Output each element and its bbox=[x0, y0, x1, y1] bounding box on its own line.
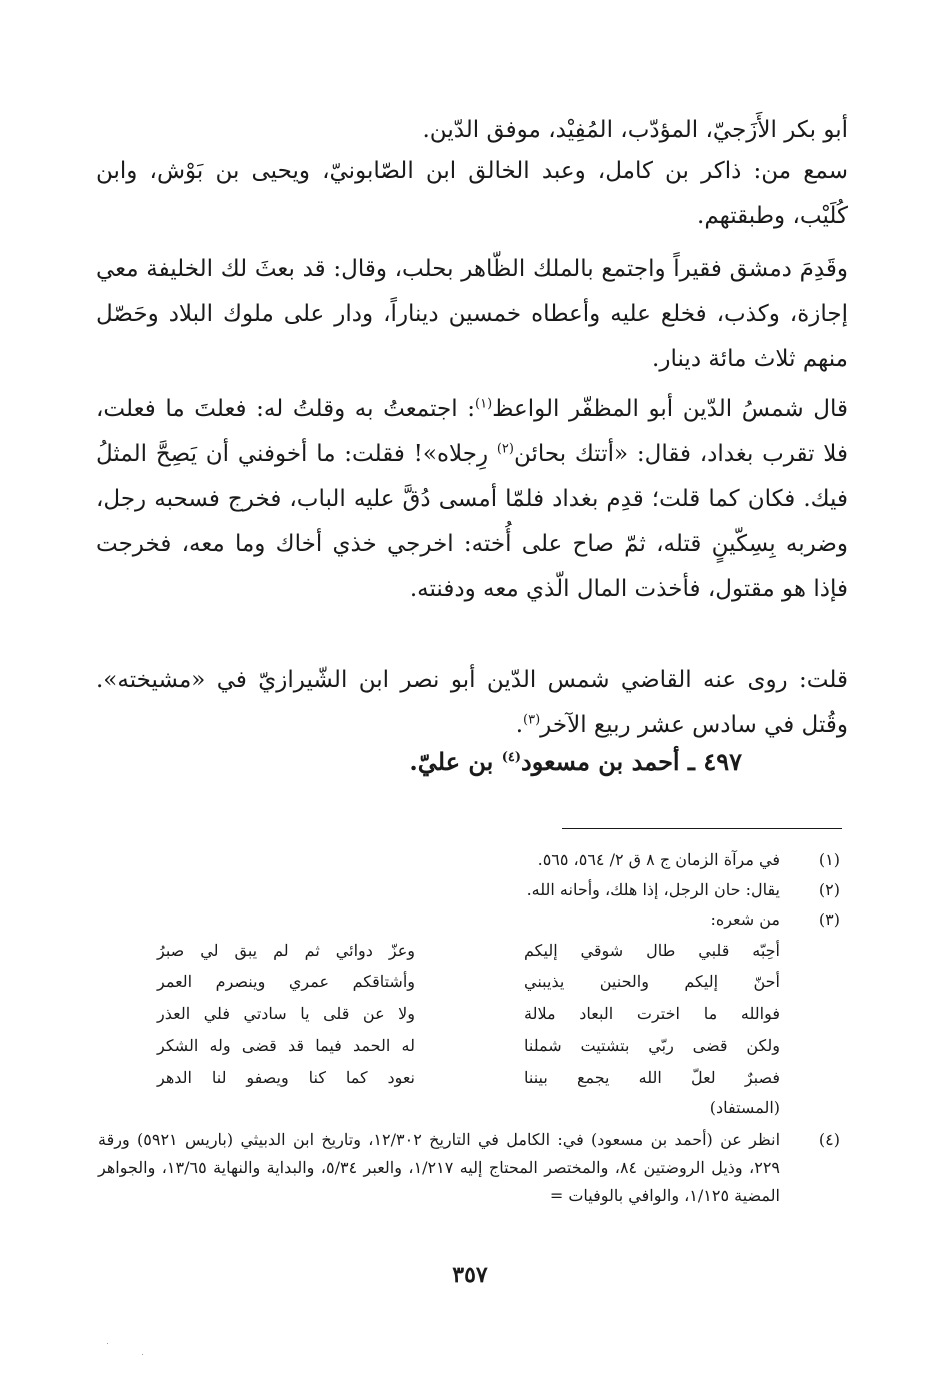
footnote-3-text: من شعره: bbox=[710, 910, 780, 929]
entry-name-part1: أحمد بن مسعود bbox=[521, 747, 680, 776]
paragraph-teachers: سمع من: ذاكر بن كامل، وعبد الخالق ابن الصّابونيّ، ويحيى بن بَوْش، وابن كُلَيْب، وطبقتهم. bbox=[96, 158, 848, 229]
note-text-part1: قلت: روى عنه القاضي شمس الدّين أبو نصر ابن الشّيرازيّ في «مشيخته». وقُتل في سادس عشر ربيع الآخر bbox=[96, 667, 848, 738]
verse-4-first-hemistich: ولكن قضى ربّي بتشتيت شملنا bbox=[524, 1036, 780, 1055]
verse-1-first-hemistich: أحِبّه قلبي طال شوقي إليكم bbox=[524, 941, 780, 960]
anecdote-text-part3: رِجلاه»! فقلت: ما أخوفني أن يَصِحَّ المثلُ فيك. فكان كما قلت؛ قدِم بغداد فلمّا أمسى دُقَّ عليه الباب، فخرج فسحبه رجل، وضربه بِسِكّينٍ قتله، ثمّ صاح على أُخته: اخرجي خذي أخاك وما معه، فخرجت فإذا هو مقتول، فأخذت المال الّذي معه ودفنته. bbox=[96, 441, 848, 602]
paragraph-note bbox=[96, 658, 848, 748]
anecdote-text-part1: قال شمسُ الدّين أبو المظفّر الواعظ bbox=[492, 396, 849, 422]
footnote-ref-4[interactable]: (٤) bbox=[501, 750, 521, 765]
verse-source: (المستفاد) bbox=[709, 1098, 780, 1117]
scan-speck bbox=[107, 1343, 108, 1344]
footnote-separator bbox=[562, 828, 842, 829]
verse-5-second-hemistich: نعود كما كنا ويصفو لنا الدهر bbox=[157, 1068, 415, 1087]
paragraph-damascus: وقَدِمَ دمشق فقيراً واجتمع بالملك الظّاهر بحلب، وقال: قد بعثَ لك الخليفة معي إجازة، وكذب، فخلع عليه وأعطاه خمسين ديناراً، ودار على ملوك البلاد وحَصّل منهم ثلاث مائة دينار. bbox=[96, 256, 848, 372]
verse-2-first-hemistich: أحنّ إليكم والحنين يذيبني bbox=[524, 972, 780, 991]
page-number: ٣٥٧ bbox=[452, 1262, 488, 1288]
note-text-part2: . bbox=[515, 712, 524, 738]
footnote-ref-1[interactable]: (١) bbox=[475, 396, 493, 412]
verse-1-second-hemistich: وعزّ دوائي ثم لم يبق لي صبرُ bbox=[157, 941, 415, 960]
verse-3-first-hemistich: فوالله ما اخترت البعاد ملالة bbox=[524, 1004, 780, 1023]
entry-heading bbox=[409, 742, 742, 782]
footnote-3-number: (٣) bbox=[818, 910, 840, 929]
footnote-4-text: انظر عن (أحمد بن مسعود) في: الكامل في التاريخ ١٢/٣٠٢، وتاريخ ابن الدبيثي (باريس ٥٩٢١) ورقة ٢٢٩، وذيل الروضتين ٨٤، والمختصر المحتاج إليه ١/٢١٧، والعبر ٥/٣٤، والبداية والنهاية ١٣/٦٥، والجواهر المضية ١/١٢٥، والوافي بالوفيات = bbox=[98, 1130, 781, 1205]
footnote-ref-3[interactable]: (٣) bbox=[523, 712, 541, 728]
verse-4-second-hemistich: له الحمد فيما قد قضى وله الشكر bbox=[157, 1036, 415, 1055]
paragraph-name-titles: أبو بكر الأَزَجيّ، المؤدّب، المُفِيْد، موفق الدّين. bbox=[422, 117, 848, 143]
footnote-1-text: في مرآة الزمان ج ٨ ق ٢/ ٥٦٤، ٥٦٥. bbox=[537, 850, 780, 869]
verse-3-second-hemistich: ولا عن قلى يا سادتي فلي العذر bbox=[157, 1004, 415, 1023]
verse-5-first-hemistich: فصبرٌ لعلّ الله يجمع بيننا bbox=[524, 1068, 780, 1087]
footnote-1-number: (١) bbox=[818, 850, 840, 869]
footnote-ref-2[interactable]: (٢) bbox=[496, 441, 514, 457]
entry-number: ٤٩٧ bbox=[703, 747, 742, 776]
verse-2-second-hemistich: وأشتاقكم عمري وينصرم العمر bbox=[157, 972, 415, 991]
footnote-2-number: (٢) bbox=[818, 880, 840, 899]
entry-dash: ـ bbox=[679, 747, 704, 776]
paragraph-anecdote bbox=[96, 387, 848, 612]
entry-name-part2: بن عليّ. bbox=[409, 747, 502, 776]
scan-speck bbox=[142, 1354, 143, 1355]
footnote-2-text: يقال: حان الرجل، إذا هلك، وأحانه الله. bbox=[526, 880, 780, 899]
footnote-4-number: (٤) bbox=[818, 1130, 840, 1149]
anecdote-text-part2: : اجتمعتُ به وقلتُ له: فعلتَ ما فعلت، فلا تقرب بغداد، فقال: «أتتك بحائن bbox=[96, 396, 848, 467]
